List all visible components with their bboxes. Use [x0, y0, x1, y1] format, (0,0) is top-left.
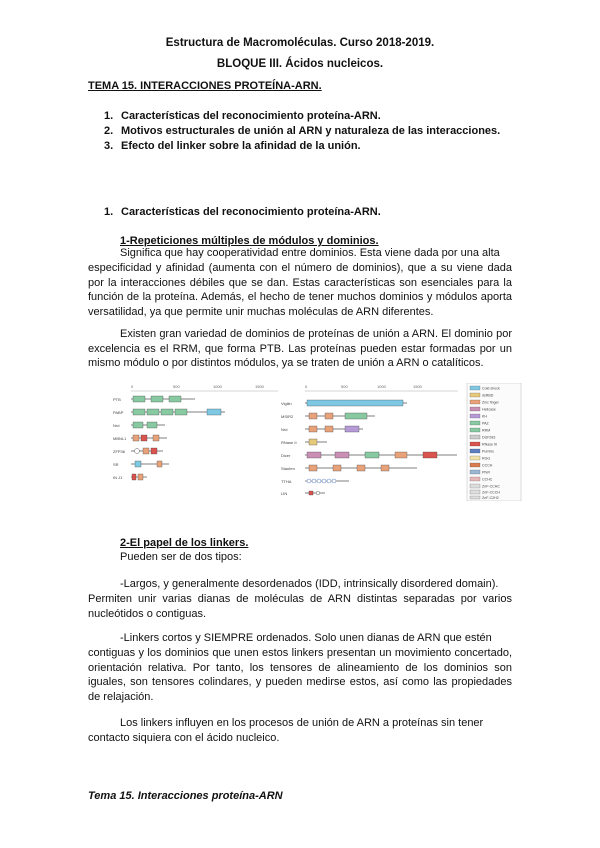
right-protein-bars	[305, 400, 457, 495]
legend-label: Helicase	[482, 407, 496, 412]
section1-num: 1.	[104, 206, 114, 218]
right-axis-tick: 500	[341, 384, 348, 389]
protein-label: Nrd	[281, 427, 288, 432]
sub1-title: 1-Repeticiones múltiples de módulos y dominios.	[120, 235, 379, 247]
toc-item	[104, 124, 500, 139]
protein-label: SR	[113, 462, 119, 467]
legend-label: ZnF-CCHC	[482, 484, 500, 489]
legend-label: RGG	[482, 456, 491, 461]
legend-label: Pumilio	[482, 449, 494, 454]
legend-label: RNase III	[482, 442, 497, 447]
p2: Existen gran variedad de dominios de proteínas de unión a ARN. El dominio por excelencia es el RRM, que forma PTB. Las proteínas pueden estar formadas por un mismo módulo o por distintos módulos, ya se traten de unión a ARN o catalíticos.	[88, 328, 512, 370]
toc-text: Efecto del linker sobre la afinidad de la unión.	[121, 140, 361, 152]
section1-title: Características del reconocimiento proteína-ARN.	[121, 206, 381, 218]
protein-label: LIN	[281, 491, 288, 496]
right-axis-tick: 1000	[377, 384, 386, 389]
legend-label: ZnF-C2H2	[482, 496, 499, 500]
protein-label: MBNL1	[113, 436, 127, 441]
left-axis-tick: 500	[173, 384, 180, 389]
legend-label: Cold shock	[482, 386, 500, 391]
legend-label: PAZ	[482, 421, 489, 426]
p1-rest: especificidad y afinidad (aumenta con el número de dominios), que a su viene dada por la interacciones débiles que se dan. Estas características son esenciales para la función de la proteína. Además, el hecho de tener muchos dominios y módulos aporta versatilidad, ya que permite unir muchas moléculas de ARN diferentes.	[88, 262, 512, 318]
course-header: Estructura de Macromoléculas. Curso 2018-2019.	[165, 37, 435, 49]
short-linker-first-line: -Linkers cortos y SIEMPRE ordenados. Solo unen dianas de ARN que estén	[120, 632, 492, 644]
protein-label: Nrd	[113, 423, 120, 428]
protein-label: PTB	[113, 397, 121, 402]
toc-num: 1.	[104, 110, 114, 122]
protein-label: Vigilin	[281, 401, 292, 406]
protein-label: PABP	[113, 410, 124, 415]
section1-heading	[104, 206, 381, 218]
toc-item	[104, 139, 500, 154]
page-footer: Tema 15. Interacciones proteína-ARN	[88, 790, 283, 802]
right-protein-labels	[281, 401, 297, 496]
left-protein-labels	[113, 397, 127, 480]
block-header: BLOQUE III. Ácidos nucleicos.	[216, 58, 384, 70]
sub2-title: 2-El papel de los linkers.	[120, 537, 249, 549]
domain-architecture-diagram	[113, 383, 523, 501]
legend-label: DUF283	[482, 435, 496, 440]
left-axis	[131, 384, 278, 391]
right-axis-tick: 1500	[413, 384, 422, 389]
protein-label: Dicer	[281, 453, 291, 458]
toc-list	[104, 109, 500, 154]
legend-label: CCHC	[482, 477, 493, 482]
left-axis-tick: 1000	[213, 384, 222, 389]
final-first-line: Los linkers influyen en los procesos de unión de ARN a proteínas sin tener	[120, 717, 484, 729]
toc-num: 2.	[104, 125, 114, 137]
protein-label: IN J1	[113, 475, 123, 480]
toc-num: 3.	[104, 140, 114, 152]
protein-label: RNase II	[281, 440, 297, 445]
legend-label: KH	[482, 414, 487, 419]
protein-label: TTHA	[281, 479, 292, 484]
legend-label: dsRBD	[482, 393, 494, 398]
protein-label: MSIR2	[281, 414, 294, 419]
left-axis-tick: 0	[131, 384, 134, 389]
sub2-intro: Pueden ser de dos tipos:	[120, 551, 242, 563]
p1-first-line: Significa que hay cooperatividad entre dominios. Esta viene dada por una alta	[120, 247, 500, 259]
legend-label: Zinc finger	[482, 400, 499, 405]
left-protein-bars	[131, 396, 225, 480]
protein-label: Staufen	[281, 466, 295, 471]
protein-label: ZFP36	[113, 449, 126, 454]
legend-label: RRM	[482, 428, 491, 433]
toc-text: Motivos estructurales de unión al ARN y naturaleza de las interacciones.	[121, 125, 501, 137]
final-rest: contacto siquiera con el ácido nucleico.	[88, 732, 280, 744]
long-linker-first-line: -Largos, y generalmente desordenados (IDD, intrinsically disordered domain).	[120, 578, 499, 590]
domain-figure	[113, 383, 523, 501]
right-axis-tick: 0	[305, 384, 308, 389]
right-axis	[305, 384, 458, 391]
legend-label: PIWI	[482, 470, 490, 475]
legend-label: ZnF-CCCH	[482, 490, 500, 495]
toc-text: Características del reconocimiento proteína-ARN.	[121, 110, 381, 122]
left-axis-tick: 1500	[255, 384, 264, 389]
short-linker-rest: contiguas y los dominios que unen estos linkers presentan un movimiento concertado, orientación relativa. Por tanto, los tensores de alineamiento de los dominios son iguales, son tensores colindares, y pueden medirse estos, así como las propiedades de relajación.	[88, 647, 512, 703]
legend-label: CCCH	[482, 463, 493, 468]
topic-title: TEMA 15. INTERACCIONES PROTEÍNA-ARN.	[88, 80, 322, 92]
toc-item	[104, 109, 500, 124]
long-linker-rest: Permiten unir varias dianas de moléculas de ARN distintas separadas por varios nucleótidos o contiguas.	[88, 593, 512, 620]
